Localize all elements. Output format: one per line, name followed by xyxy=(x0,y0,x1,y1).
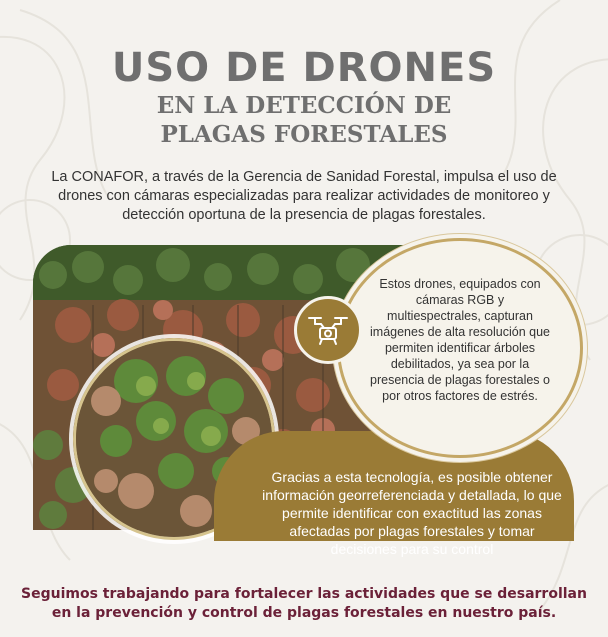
title-line-3: PLAGAS FORESTALES xyxy=(160,121,448,148)
closing-statement: Seguimos trabajando para fortalecer las actividades que se desarrollan en la prevención y control de plagas forestales en nuestro país. xyxy=(21,586,587,621)
drone-badge xyxy=(294,296,362,364)
title-line-1: USO DE DRONES xyxy=(111,45,497,91)
intro-paragraph: La CONAFOR, a través de la Gerencia de Sanidad Forestal, impulsa el uso de drones con cámaras especializadas para realizar actividades de monitoreo y detección oportuna de la presencia de plagas forestales. xyxy=(51,169,557,223)
panel-info-text: Gracias a esta tecnología, es posible obtener información georreferenciada y detallada, lo que permite identificar con exactitud las zonas afectadas por plagas forestales y tomar decisiones para su control xyxy=(262,469,562,557)
drone-icon xyxy=(307,313,349,347)
title-line-2: EN LA DETECCIÓN DE xyxy=(156,92,452,119)
circle-info-text: Estos drones, equipados con cámaras RGB y multiespectrales, capturan imágenes de alta resolución que permiten identificar árboles debilitados, ya sea por la presencia de plagas forestales o por otros factores de estrés. xyxy=(370,277,550,403)
